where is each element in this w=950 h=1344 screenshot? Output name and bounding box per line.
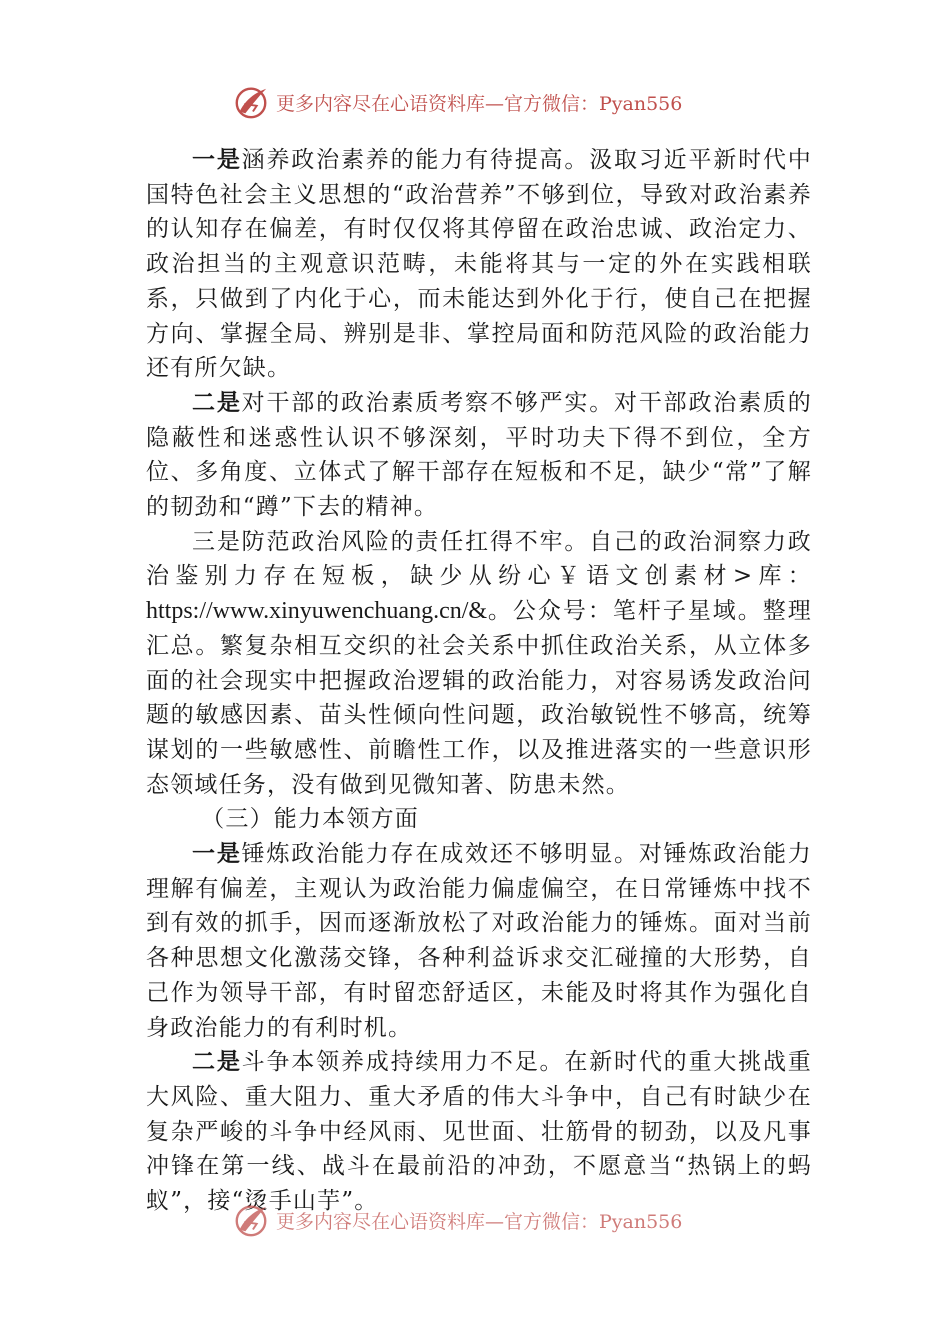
paragraph-3: 三是防范政治风险的责任扛得不牢。自己的政治洞察力政治鉴别力存在短板，缺少从纷心￥语文创素材>库：https://www.xinyuwenchuang.cn/&。公众号：笔杆子星域。整理汇总。繁复杂相互交织的社会关系中抓住政治关系，从立体多面的社会现实中把握政治逻辑的政治能力，对容易诱发政治问题的敏感因素、苗头性倾向性问题，政治敏锐性不够高，统筹谋划的一些敏感性、前瞻性工作，以及推进落实的一些意识形态领域任务，没有做到见微知著、防患未然。: [146, 528, 812, 798]
lead-word: 一是: [192, 146, 242, 173]
logo-icon: [232, 1201, 270, 1239]
url-text: https://www.xinyuwenchuang.cn/&: [146, 598, 488, 625]
paragraph-1: 一是涵养政治素养的能力有待提高。汲取习近平新时代中国特色社会主义思想的“政治营养”不够到位，导致对政治素养的认知存在偏差，有时仅仅将其停留在政治忠诚、政治定力、政治担当的主观意识范畴，未能将其与一定的外在实践相联系，只做到了内化于心，而未能达到外化于行，使自己在把握方向、掌握全局、辨别是非、掌控局面和防范风险的政治能力还有所欠缺。: [146, 146, 812, 382]
paragraph-4: 一是锤炼政治能力存在成效还不够明显。对锤炼政治能力理解有偏差，主观认为政治能力偏虚偏空，在日常锤炼中找不到有效的抓手，因而逐渐放松了对政治能力的锤炼。面对当前各种思想文化激荡交锋，各种利益诉求交汇碰撞的大形势，自己作为领导干部，有时留恋舒适区，未能及时将其作为强化自身政治能力的有利时机。: [146, 840, 812, 1041]
lead-word: 二是: [192, 1048, 242, 1076]
footer-banner: [232, 1200, 752, 1240]
paragraph-5: 二是斗争本领养成持续用力不足。在新时代的重大挑战重大风险、重大阻力、重大矛盾的伟大斗争中，自己有时缺少在复杂严峻的斗争中经风雨、见世面、壮筋骨的韧劲，以及凡事冲锋在第一线、战斗在最前沿的冲劲，不愿意当“热锅上的蚂蚁”，接“烫手山芋”。: [146, 1048, 812, 1215]
header-banner: [232, 82, 752, 122]
logo-icon: [232, 83, 270, 121]
body-text: [146, 143, 812, 1219]
banner-text: 更多内容尽在心语资料库—官方微信：Pyan556: [276, 1210, 683, 1233]
paragraph-2: 二是对干部的政治素质考察不够严实。对干部政治素质的隐蔽性和迷惑性认识不够深刻，平时功夫下得不到位，全方位、多角度、立体式了解干部存在短板和不足，缺少“常”了解的韧劲和“蹲”下去的精神。: [146, 388, 812, 521]
lead-word: 一是: [192, 840, 242, 868]
lead-word: 二是: [192, 388, 242, 416]
banner-text: 更多内容尽在心语资料库—官方微信：Pyan556: [276, 92, 683, 115]
section-heading: （三）能力本领方面: [201, 806, 419, 833]
